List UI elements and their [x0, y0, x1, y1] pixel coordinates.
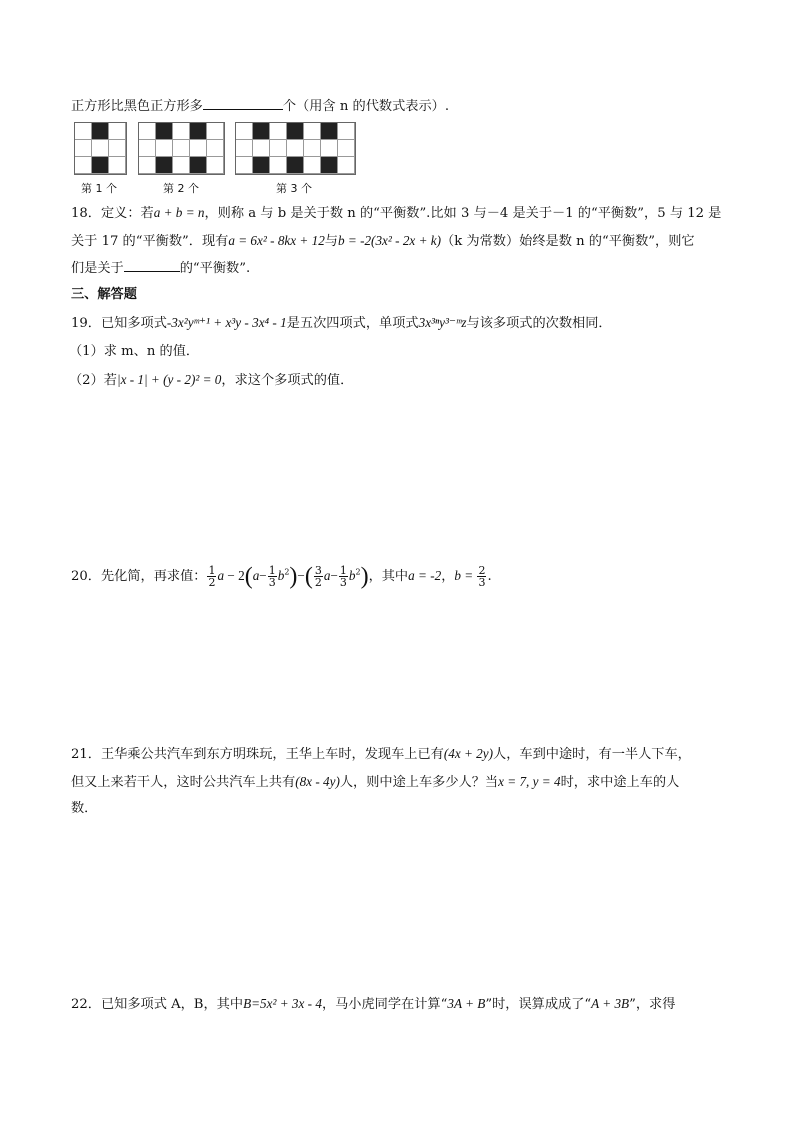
- q21-expr1: (4x + 2y): [443, 746, 494, 761]
- q18-eq: a + b = n: [153, 205, 205, 220]
- q22-b-expr: B=5x² + 3x - 4: [243, 996, 322, 1011]
- q20-b-value: b =: [454, 568, 477, 583]
- q22-expr2: A + 3B: [591, 996, 630, 1011]
- q22-line1: 22．已知多项式 A，B，其中B=5x² + 3x - 4，马小虎同学在计算“3A + B”时，误算成成了“A + 3B”，求得: [71, 996, 676, 1012]
- figure-caption-3: 第 3 个: [276, 182, 312, 195]
- q18-line3: 们是关于 的“平衡数”.: [71, 261, 251, 276]
- q19-mono: 3x³ⁿy³⁻ᵐz: [418, 315, 467, 330]
- figure-caption-1: 第 1 个: [81, 182, 117, 195]
- pattern-figure-3: [235, 122, 356, 175]
- q20-a-value: a = -2: [408, 568, 442, 583]
- q20-line: 20．先化简，再求值： $\frac{1}{2}$ a − 2(a− $\frac{1}{3}$ $b^2)-$( $\frac{3}{2}$ a− $\frac{1}{3}$ $b^2$)，其中a = -2，b = $\frac{2}{3}$ .: [71, 563, 492, 590]
- q21-line2: 但又上来若干人，这时公共汽车上共有(8x - 4y)人，则中途上车多少人？当x = 7, y = 4时，求中途上车的人: [71, 774, 680, 790]
- pattern-figure-2: [138, 122, 225, 175]
- answer-blank[interactable]: [203, 97, 283, 110]
- figure-caption-2: 第 2 个: [163, 182, 199, 195]
- q21-line1: 21．王华乘公共汽车到东方明珠玩，王华上车时，发现车上已有(4x + 2y)人，车到中途时，有一半人下车，: [71, 746, 691, 762]
- q18-line2: 关于 17 的“平衡数”．现有a = 6x² - 8kx + 12与b = -2(3x² - 2x + k)（k 为常数）始终是数 n 的“平衡数”，则它: [71, 233, 695, 249]
- q19-line1: 19．已知多项式-3x²yᵐ⁺¹ + x³y - 3x⁴ - 1是五次四项式，单项式3x³ⁿy³⁻ᵐz与该多项式的次数相同．: [71, 315, 612, 331]
- q19-part2: （2）若|x - 1| + (y - 2)² = 0，求这个多项式的值．: [69, 372, 354, 388]
- q19-part1: （1）求 m、n 的值．: [69, 344, 200, 359]
- q18-line1: 18．定义：若a + b = n，则称 a 与 b 是关于数 n 的“平衡数”.比如 3 与－4 是关于－1 的“平衡数”，5 与 12 是: [71, 205, 722, 221]
- pattern-figure-1: [74, 122, 127, 175]
- q18-a-expr: a = 6x² - 8kx + 12: [228, 233, 325, 248]
- q19-poly: -3x²yᵐ⁺¹ + x³y - 3x⁴ - 1: [166, 315, 287, 330]
- q21-expr2: (8x - 4y): [295, 774, 340, 789]
- q21-line3: 数．: [71, 801, 98, 816]
- section-heading: 三、解答题: [71, 287, 137, 302]
- q21-expr3: x = 7, y = 4: [498, 774, 561, 789]
- q19-condition: |x - 1| + (y - 2)² = 0: [116, 372, 222, 387]
- answer-blank[interactable]: [124, 259, 180, 272]
- q22-expr1: 3A + B: [447, 996, 486, 1011]
- q18-b-expr: b = -2(3x² - 2x + k): [337, 233, 442, 248]
- q17-text: 正方形比黑色正方形多 个（用含 n 的代数式表示）.: [71, 99, 450, 114]
